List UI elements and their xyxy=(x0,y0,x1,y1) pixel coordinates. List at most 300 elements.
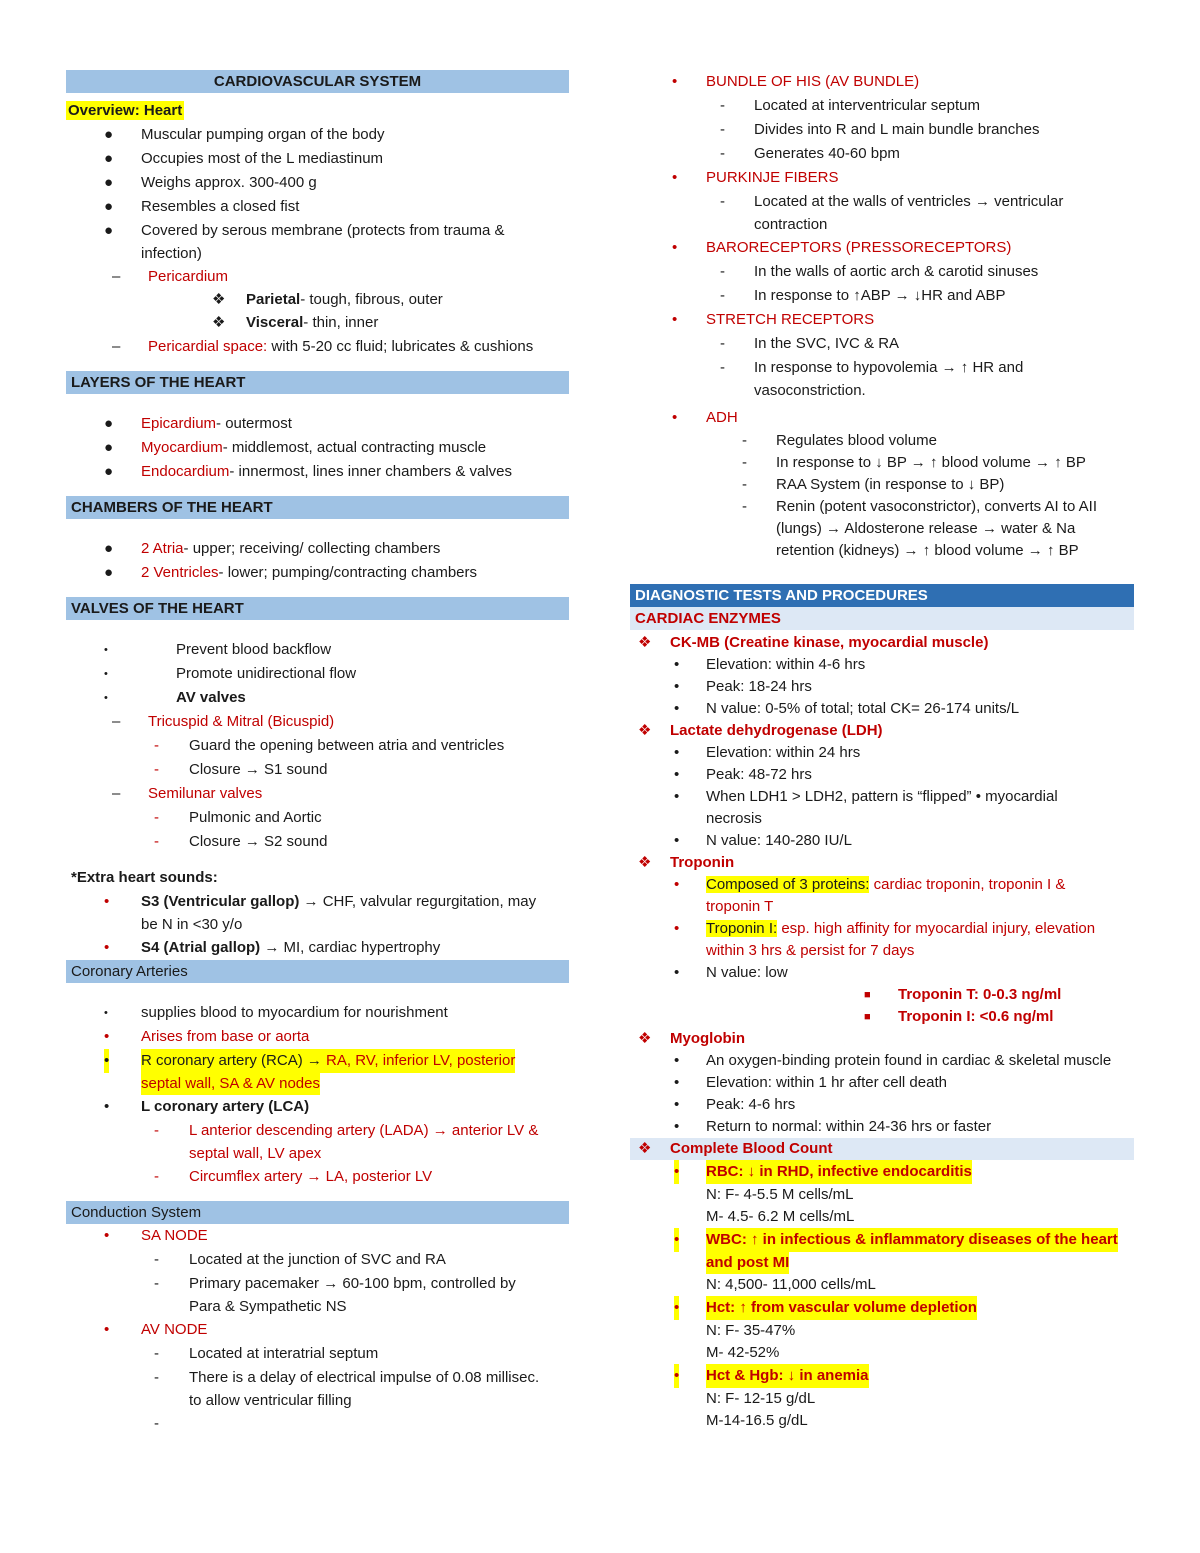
list-item: When LDH1 > LDH2, pattern is “flipped” • myocardial xyxy=(706,788,1058,805)
list-item: In response to ↓ BP → ↑ blood volume → ↑ BP xyxy=(776,454,1086,471)
bullet-icon: • xyxy=(672,239,678,256)
bullet-icon: ● xyxy=(104,540,114,557)
list-item: Divides into R and L main bundle branches xyxy=(754,121,1040,138)
lada-cont-row xyxy=(66,1143,569,1165)
his-heading: BUNDLE OF HIS (AV BUNDLE) xyxy=(706,73,920,90)
troponin-p2-cont xyxy=(630,940,1134,962)
list-item: Occupies most of the L mediastinum xyxy=(141,150,384,167)
list-item: An oxygen-binding protein found in cardiac & skeletal muscle xyxy=(706,1052,1112,1069)
list-row xyxy=(630,830,1134,852)
chamber-desc: - lower; pumping/contracting chambers xyxy=(218,564,477,581)
sa-node-label: SA NODE xyxy=(141,1227,208,1244)
dash-icon: – xyxy=(112,268,121,285)
dash-icon: - xyxy=(720,193,725,210)
dash-icon: – xyxy=(112,338,121,355)
dash-icon: - xyxy=(742,476,747,493)
list-item: N value: 0-5% of total; total CK= 26-174 units/L xyxy=(706,700,1020,717)
bullet-icon: • xyxy=(674,700,680,717)
diamond-bullet-icon: ❖ xyxy=(212,314,226,331)
list-item: necrosis xyxy=(706,810,762,827)
bullet-icon: ● xyxy=(104,222,114,239)
troponin-p1 xyxy=(630,874,1134,896)
layer-item xyxy=(66,412,569,436)
dash-icon: - xyxy=(154,1369,159,1386)
troponin-composition-label: Composed of 3 proteins: xyxy=(706,876,870,893)
bullet-icon: • xyxy=(674,1096,680,1113)
list-item: troponin T xyxy=(706,898,774,915)
cardiac-enzymes-heading: CARDIAC ENZYMES xyxy=(630,607,1134,630)
dash-icon: - xyxy=(742,432,747,449)
tricuspid-label: Tricuspid & Mitral (Bicuspid) xyxy=(148,713,335,730)
list-item: M- 42-52% xyxy=(706,1344,780,1361)
bullet-icon: • xyxy=(674,920,680,937)
s3-row xyxy=(66,890,569,914)
list-item: Weighs approx. 300-400 g xyxy=(141,174,317,191)
list-row xyxy=(630,1050,1134,1072)
sub-item xyxy=(630,496,1134,518)
sub-item-cont xyxy=(66,1296,569,1318)
bullet-icon: ● xyxy=(104,150,114,167)
sub-item xyxy=(630,430,1134,452)
s3-text: → CHF, valvular regurgitation, may xyxy=(299,893,537,910)
hgb-row xyxy=(630,1364,1134,1388)
list-item: Para & Sympathetic NS xyxy=(189,1298,347,1315)
sub-item xyxy=(630,142,1134,166)
av-node-label: AV NODE xyxy=(141,1321,208,1338)
list-item: Peak: 18-24 hrs xyxy=(706,678,812,695)
bullet-icon: ● xyxy=(104,463,114,480)
dash-icon: - xyxy=(154,1122,159,1139)
sub-item xyxy=(630,260,1134,284)
extra-heading-row xyxy=(66,866,569,890)
list-item: Arises from base or aorta xyxy=(141,1028,310,1045)
dash-icon: - xyxy=(154,1251,159,1268)
sub-item xyxy=(66,830,569,854)
semilunar-label: Semilunar valves xyxy=(148,785,263,802)
valves-heading: VALVES OF THE HEART xyxy=(66,597,569,620)
visceral-label: Visceral xyxy=(246,314,304,331)
troponin-t-row xyxy=(630,984,1134,1006)
ldh-row xyxy=(630,720,1134,742)
list-row xyxy=(630,1072,1134,1094)
sub-item xyxy=(630,452,1134,474)
bullet-icon: • xyxy=(674,1296,679,1320)
rbc-row xyxy=(630,1160,1134,1184)
bullet-icon: • xyxy=(104,1227,110,1244)
chambers-heading: CHAMBERS OF THE HEART xyxy=(66,496,569,519)
bullet-icon: • xyxy=(674,876,680,893)
troponin-composition-text: cardiac troponin, troponin I & xyxy=(869,876,1066,893)
bullet-icon: ● xyxy=(104,174,114,191)
list-row xyxy=(630,654,1134,676)
bullet-icon: • xyxy=(672,311,678,328)
list-item: Closure → S1 sound xyxy=(189,761,328,778)
stretch-row xyxy=(630,308,1134,332)
dash-icon: - xyxy=(720,97,725,114)
bullet-icon: • xyxy=(672,409,678,426)
baro-heading: BARORECEPTORS (PRESSORECEPTORS) xyxy=(706,239,1012,256)
s4-label: S4 (Atrial gallop) xyxy=(141,939,261,956)
list-item: Regulates blood volume xyxy=(776,432,937,449)
chamber-name: 2 Ventricles xyxy=(141,564,219,581)
list-item: to allow ventricular filling xyxy=(189,1392,352,1409)
value-row xyxy=(630,1388,1134,1410)
rca-label: R coronary artery (RCA) xyxy=(141,1052,303,1069)
list-item: Primary pacemaker → 60-100 bpm, controlled by xyxy=(189,1275,516,1292)
space-label: Pericardial space: xyxy=(148,338,268,355)
list-row xyxy=(630,676,1134,698)
stretch-heading: STRETCH RECEPTORS xyxy=(706,311,875,328)
list-item: Renin (potent vasoconstrictor), converts AI to AII xyxy=(776,498,1097,515)
list-item: Elevation: within 1 hr after cell death xyxy=(706,1074,947,1091)
diamond-bullet-icon: ❖ xyxy=(638,722,652,739)
valve-bullet xyxy=(66,686,569,710)
page-title: CARDIOVASCULAR SYSTEM xyxy=(66,70,569,93)
coronary-bullet xyxy=(66,1001,569,1025)
dash-icon: - xyxy=(154,1168,159,1185)
list-item: M-14-16.5 g/dL xyxy=(706,1412,808,1429)
s4-text: → MI, cardiac hypertrophy xyxy=(260,939,441,956)
list-row xyxy=(630,786,1134,808)
diamond-bullet-icon: ❖ xyxy=(212,291,226,308)
dash-icon: - xyxy=(154,1275,159,1292)
conduction-heading: Conduction System xyxy=(66,1201,569,1224)
rca-text: RA, RV, inferior LV, posterior xyxy=(326,1052,516,1069)
circumflex-row xyxy=(66,1165,569,1189)
list-item: N value: 140-280 IU/L xyxy=(706,832,852,849)
bullet-icon: • xyxy=(672,73,678,90)
list-item: supplies blood to myocardium for nourishment xyxy=(141,1004,448,1021)
lada-row xyxy=(66,1119,569,1143)
bullet-icon: • xyxy=(674,788,680,805)
s4-row xyxy=(66,936,569,960)
bullet-icon: • xyxy=(674,832,680,849)
list-item: Resembles a closed fist xyxy=(141,198,300,215)
rca-row xyxy=(66,1049,569,1073)
dash-icon: - xyxy=(742,454,747,471)
ckmb-row xyxy=(630,632,1134,654)
value-row xyxy=(630,1320,1134,1342)
list-row xyxy=(630,742,1134,764)
list-item: RAA System (in response to ↓ BP) xyxy=(776,476,1005,493)
empty-sub-item xyxy=(66,1412,569,1436)
myoglobin-row xyxy=(630,1028,1134,1050)
dash-icon: - xyxy=(154,737,159,754)
parietal-label: Parietal xyxy=(246,291,301,308)
sa-node-row xyxy=(66,1224,569,1248)
overview-bullet xyxy=(66,123,569,147)
myoglobin-title: Myoglobin xyxy=(670,1030,745,1047)
bullet-icon: • xyxy=(104,1007,108,1019)
wbc-label: WBC: ↑ in infectious & inflammatory diseases of the heart xyxy=(706,1228,1118,1252)
list-item: In the walls of aortic arch & carotid sinuses xyxy=(754,263,1039,280)
dash-icon: - xyxy=(154,809,159,826)
troponin-i-label: Troponin I: xyxy=(706,920,778,937)
rca-cont: septal wall, SA & AV nodes xyxy=(141,1073,320,1095)
bullet-icon: • xyxy=(674,766,680,783)
coronary-heading: Coronary Arteries xyxy=(66,960,569,983)
diamond-bullet-icon: ❖ xyxy=(638,1140,652,1157)
layer-item xyxy=(66,436,569,460)
list-item: In response to ↑ABP → ↓HR and ABP xyxy=(754,287,1006,304)
sub-item-cont xyxy=(66,1390,569,1412)
dash-icon: - xyxy=(154,833,159,850)
bullet-icon: • xyxy=(674,678,680,695)
bullet-icon: • xyxy=(674,1052,680,1069)
list-item: contraction xyxy=(754,216,828,233)
overview-bullet-cont xyxy=(66,243,569,265)
dash-icon: - xyxy=(720,145,725,162)
list-item: Promote unidirectional flow xyxy=(176,665,357,682)
his-row xyxy=(630,70,1134,94)
sub-item xyxy=(630,190,1134,214)
sub-item xyxy=(66,1342,569,1366)
parietal-row xyxy=(66,289,569,311)
chamber-name: 2 Atria xyxy=(141,540,184,557)
troponin-t-value: Troponin T: 0-0.3 ng/ml xyxy=(898,986,1062,1003)
dash-icon: - xyxy=(154,761,159,778)
diamond-bullet-icon: ❖ xyxy=(638,1030,652,1047)
right-column xyxy=(630,70,1134,1432)
dash-icon: - xyxy=(720,263,725,280)
pericardial-space-row xyxy=(66,335,569,359)
list-item: Return to normal: within 24-36 hrs or faster xyxy=(706,1118,992,1135)
rca-arrow: → xyxy=(302,1052,327,1069)
list-item: Closure → S2 sound xyxy=(189,833,328,850)
dash-icon: - xyxy=(154,1415,159,1432)
list-item: Elevation: within 24 hrs xyxy=(706,744,861,761)
layer-desc: - middlemost, actual contracting muscle xyxy=(222,439,487,456)
list-item: Generates 40-60 bpm xyxy=(754,145,900,162)
sub-item-cont xyxy=(630,540,1134,562)
layer-desc: - outermost xyxy=(216,415,292,432)
troponin-p2 xyxy=(630,918,1134,940)
troponin-row xyxy=(630,852,1134,874)
list-item: N: F- 12-15 g/dL xyxy=(706,1390,816,1407)
list-row-cont xyxy=(630,808,1134,830)
dash-icon: - xyxy=(720,121,725,138)
list-row xyxy=(630,764,1134,786)
layer-name: Myocardium xyxy=(141,439,223,456)
bullet-icon: • xyxy=(104,1049,109,1073)
visceral-text: - thin, inner xyxy=(303,314,379,331)
parietal-text: - tough, fibrous, outer xyxy=(300,291,443,308)
list-item: Muscular pumping organ of the body xyxy=(141,126,385,143)
av-valves-label: AV valves xyxy=(176,689,246,706)
layers-heading: LAYERS OF THE HEART xyxy=(66,371,569,394)
rca-cont-row xyxy=(66,1073,569,1095)
bullet-icon: • xyxy=(104,1098,110,1115)
sub-item xyxy=(630,332,1134,356)
list-item: There is a delay of electrical impulse of 0.08 millisec. xyxy=(189,1369,540,1386)
diagnostic-heading: DIAGNOSTIC TESTS AND PROCEDURES xyxy=(630,584,1134,607)
sub-item xyxy=(66,1272,569,1296)
list-item: Covered by serous membrane (protects from trauma & xyxy=(141,222,505,239)
overview-bullet xyxy=(66,147,569,171)
dash-icon: - xyxy=(720,287,725,304)
list-item: infection) xyxy=(141,245,202,262)
list-item: retention (kidneys) → ↑ blood volume → ↑ BP xyxy=(776,542,1079,559)
bullet-icon: • xyxy=(104,1028,110,1045)
lca-row xyxy=(66,1095,569,1119)
list-row xyxy=(630,698,1134,720)
list-row xyxy=(630,962,1134,984)
s3-cont: be N in <30 y/o xyxy=(141,916,243,933)
list-item: and post MI xyxy=(706,1252,789,1274)
bullet-icon: • xyxy=(104,939,110,956)
pericardium-row xyxy=(66,265,569,289)
wbc-cont-row xyxy=(630,1252,1134,1274)
chamber-desc: - upper; receiving/ collecting chambers xyxy=(183,540,441,557)
bullet-icon: ● xyxy=(104,439,114,456)
sub-item-cont xyxy=(630,518,1134,540)
sub-item xyxy=(630,118,1134,142)
list-item: N: F- 35-47% xyxy=(706,1322,796,1339)
value-row xyxy=(630,1184,1134,1206)
square-bullet-icon: ■ xyxy=(864,1011,871,1023)
list-item: (lungs) → Aldosterone release → water & Na xyxy=(776,520,1076,537)
rbc-label: RBC: ↓ in RHD, infective endocarditis xyxy=(706,1160,972,1184)
list-item: Guard the opening between atria and ventricles xyxy=(189,737,505,754)
sub-item xyxy=(630,356,1134,380)
list-item: Located at the walls of ventricles → ventricular xyxy=(754,193,1064,210)
diamond-bullet-icon: ❖ xyxy=(638,634,652,651)
list-item: Located at interventricular septum xyxy=(754,97,980,114)
dash-icon: - xyxy=(742,498,747,515)
list-item: N value: low xyxy=(706,964,788,981)
sub-item xyxy=(66,1248,569,1272)
bullet-icon: ● xyxy=(104,126,114,143)
value-row xyxy=(630,1342,1134,1364)
bullet-icon: • xyxy=(674,656,680,673)
hct-row xyxy=(630,1296,1134,1320)
valve-bullet xyxy=(66,662,569,686)
bullet-icon: • xyxy=(674,744,680,761)
lada-cont: septal wall, LV apex xyxy=(189,1145,322,1162)
overview-heading-row xyxy=(66,99,569,123)
list-item: In the SVC, IVC & RA xyxy=(754,335,900,352)
bullet-icon: • xyxy=(104,692,108,704)
bullet-icon: • xyxy=(674,1118,680,1135)
bullet-icon: • xyxy=(104,893,110,910)
list-item: Elevation: within 4-6 hrs xyxy=(706,656,866,673)
list-item: Pulmonic and Aortic xyxy=(189,809,322,826)
list-item: Prevent blood backflow xyxy=(176,641,332,658)
ldh-title: Lactate dehydrogenase (LDH) xyxy=(670,722,883,739)
bullet-icon: • xyxy=(674,1160,679,1184)
lca-label: L coronary artery (LCA) xyxy=(141,1098,310,1115)
sub-item xyxy=(630,284,1134,308)
square-bullet-icon: ■ xyxy=(864,989,871,1001)
bullet-icon: • xyxy=(674,964,680,981)
chamber-item xyxy=(66,537,569,561)
sub-item xyxy=(66,734,569,758)
overview-bullet xyxy=(66,219,569,243)
sub-item-cont xyxy=(630,380,1134,402)
adh-heading: ADH xyxy=(706,409,738,426)
list-item: within 3 hrs & persist for 7 days xyxy=(706,942,915,959)
dash-icon: – xyxy=(112,713,121,730)
circumflex-text: Circumflex artery → LA, posterior LV xyxy=(189,1168,433,1185)
bullet-icon: • xyxy=(104,668,108,680)
wbc-row xyxy=(630,1228,1134,1252)
layer-desc: - innermost, lines inner chambers & valves xyxy=(229,463,513,480)
overview-bullet xyxy=(66,171,569,195)
purkinje-row xyxy=(630,166,1134,190)
dash-icon: - xyxy=(720,359,725,376)
coronary-bullet xyxy=(66,1025,569,1049)
s3-label: S3 (Ventricular gallop) xyxy=(141,893,300,910)
troponin-title: Troponin xyxy=(670,854,735,871)
sub-item xyxy=(630,474,1134,496)
extra-sounds-heading: *Extra heart sounds: xyxy=(71,869,218,886)
layer-name: Endocardium xyxy=(141,463,230,480)
bullet-icon: ● xyxy=(104,198,114,215)
value-row xyxy=(630,1206,1134,1228)
bullet-icon: • xyxy=(674,1364,679,1388)
bullet-icon: • xyxy=(672,169,678,186)
semilunar-row xyxy=(66,782,569,806)
overview-heading: Overview: Heart xyxy=(68,102,183,119)
troponin-p1-cont xyxy=(630,896,1134,918)
tricuspid-row xyxy=(66,710,569,734)
lada-text: L anterior descending artery (LADA) → anterior LV & xyxy=(189,1122,539,1139)
bullet-icon: • xyxy=(104,1321,110,1338)
dash-icon: – xyxy=(112,785,121,802)
hct-label: Hct: ↑ from vascular volume depletion xyxy=(706,1296,977,1320)
list-item: Located at interatrial septum xyxy=(189,1345,379,1362)
visceral-row xyxy=(66,311,569,335)
diamond-bullet-icon: ❖ xyxy=(638,854,652,871)
layer-name: Epicardium xyxy=(141,415,217,432)
bullet-icon: ● xyxy=(104,415,114,432)
bullet-icon: • xyxy=(104,644,108,656)
list-item: M- 4.5- 6.2 M cells/mL xyxy=(706,1208,855,1225)
value-row xyxy=(630,1274,1134,1296)
ckmb-title: CK-MB (Creatine kinase, myocardial muscle) xyxy=(670,634,989,651)
dash-icon: - xyxy=(154,1345,159,1362)
adh-row xyxy=(630,406,1134,430)
list-item: N: 4,500- 11,000 cells/mL xyxy=(706,1276,876,1293)
list-row xyxy=(630,1094,1134,1116)
troponin-i-value: Troponin I: <0.6 ng/ml xyxy=(898,1008,1054,1025)
sub-item xyxy=(66,806,569,830)
list-row xyxy=(630,1116,1134,1138)
bullet-icon: ● xyxy=(104,564,114,581)
left-column xyxy=(66,70,569,1436)
sub-item xyxy=(630,94,1134,118)
cbc-row xyxy=(630,1138,1134,1160)
space-text: with 5-20 cc fluid; lubricates & cushions xyxy=(267,338,534,355)
dash-icon: - xyxy=(720,335,725,352)
sub-item xyxy=(66,1366,569,1390)
value-row xyxy=(630,1410,1134,1432)
list-item: In response to hypovolemia → ↑ HR and xyxy=(754,359,1024,376)
layer-item xyxy=(66,460,569,484)
bullet-icon: • xyxy=(674,1074,680,1091)
av-node-row xyxy=(66,1318,569,1342)
list-item: vasoconstriction. xyxy=(754,382,866,399)
list-item: Peak: 4-6 hrs xyxy=(706,1096,796,1113)
pericardium-label: Pericardium xyxy=(148,268,229,285)
list-item: Peak: 48-72 hrs xyxy=(706,766,812,783)
sub-item xyxy=(66,758,569,782)
chamber-item xyxy=(66,561,569,585)
list-item: N: F- 4-5.5 M cells/mL xyxy=(706,1186,854,1203)
hgb-label: Hct & Hgb: ↓ in anemia xyxy=(706,1364,869,1388)
valve-bullet xyxy=(66,638,569,662)
s3-cont-row xyxy=(66,914,569,936)
